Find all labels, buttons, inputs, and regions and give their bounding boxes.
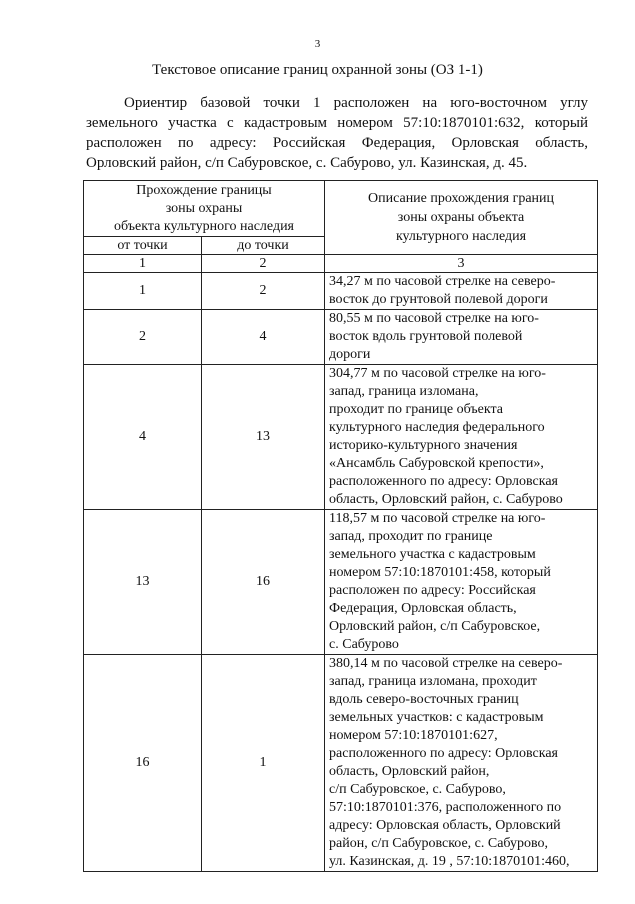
- from-point-cell: 16: [84, 655, 202, 872]
- from-point-cell: 4: [84, 365, 202, 510]
- description-line: запад, проходит по границе: [329, 529, 493, 544]
- description-line: земельного участка с кадастровым: [329, 547, 536, 562]
- header-line: объекта культурного наследия: [114, 218, 294, 234]
- table-row: [84, 510, 598, 655]
- header-line: зоны охраны объекта: [397, 210, 525, 225]
- description-line: восток до грунтовой полевой дороги: [329, 292, 548, 307]
- table-row: [84, 655, 598, 872]
- from-point-cell: 1: [84, 273, 202, 310]
- description-line: вдоль северо-восточных границ: [329, 692, 519, 707]
- description-line: область, Орловский район,: [329, 764, 490, 779]
- description-line: Орловский район, с/п Сабуровское,: [329, 619, 541, 634]
- column-number: 2: [202, 255, 325, 273]
- description-line: номером 57:10:1870101:627,: [329, 728, 498, 743]
- description-line: 118,57 м по часовой стрелке на юго-: [329, 511, 546, 526]
- description-line: восток вдоль грунтовой полевой: [329, 329, 523, 344]
- table-row: [84, 273, 598, 310]
- header-description: [325, 181, 598, 255]
- table-row: [84, 310, 598, 365]
- description-cell: [325, 310, 598, 365]
- description-line: 34,27 м по часовой стрелке на северо-: [329, 274, 556, 289]
- description-line: запад, граница изломана, проходит: [329, 674, 537, 689]
- column-number: 3: [325, 255, 598, 273]
- description-line: с. Сабурово: [329, 637, 399, 652]
- to-point-cell: 1: [202, 655, 325, 872]
- description-line: запад, граница изломана,: [329, 384, 479, 399]
- intro-line: расположен по адресу: Российская Федерация, Орловская область,: [86, 135, 588, 151]
- description-line: культурного наследия федерального: [329, 420, 545, 435]
- description-line: 57:10:1870101:376, расположенного по: [329, 800, 562, 815]
- description-line: «Ансамбль Сабуровской крепости»,: [329, 456, 544, 471]
- description-cell: [325, 655, 598, 872]
- table-body: [84, 273, 598, 872]
- header-line: Прохождение границы: [136, 182, 272, 198]
- header-boundary-passage: [84, 181, 325, 237]
- description-line: номером 57:10:1870101:458, который: [329, 565, 551, 580]
- description-cell: [325, 273, 598, 310]
- header-line: культурного наследия: [395, 229, 527, 244]
- description-line: 380,14 м по часовой стрелке на северо-: [329, 656, 563, 671]
- boundary-table: [83, 180, 598, 872]
- intro-line: Ориентир базовой точки 1 расположен на юго-восточном углу: [124, 95, 588, 111]
- header-to-point: до точки: [202, 237, 325, 255]
- intro-line: Орловский район, с/п Сабуровское, с. Сабурово, ул. Казинская, д. 45.: [86, 155, 528, 171]
- description-line: 80,55 м по часовой стрелке на юго-: [329, 311, 539, 326]
- section-title: Текстовое описание границ охранной зоны (ОЗ 1-1): [152, 62, 483, 78]
- intro-paragraph: [86, 93, 588, 173]
- description-line: расположенного по адресу: Орловская: [329, 746, 558, 761]
- page-number: 3: [314, 38, 321, 50]
- description-line: область, Орловский район, с. Сабурово: [329, 492, 563, 507]
- description-line: проходит по границе объекта: [329, 402, 503, 417]
- description-line: Федерация, Орловская область,: [329, 601, 517, 616]
- header-line: зоны охраны: [165, 200, 243, 216]
- description-cell: [325, 365, 598, 510]
- to-point-cell: 4: [202, 310, 325, 365]
- header-from-point: от точки: [84, 237, 202, 255]
- to-point-cell: 13: [202, 365, 325, 510]
- from-point-cell: 13: [84, 510, 202, 655]
- description-line: адресу: Орловская область, Орловский: [329, 818, 561, 833]
- description-line: район, с/п Сабуровское, с. Сабурово,: [329, 836, 549, 851]
- description-line: историко-культурного значения: [329, 438, 518, 453]
- description-line: земельных участков: с кадастровым: [329, 710, 544, 725]
- description-line: расположен по адресу: Российская: [329, 583, 536, 598]
- description-line: дороги: [329, 347, 371, 362]
- table-row: [84, 365, 598, 510]
- description-line: 304,77 м по часовой стрелке на юго-: [329, 366, 546, 381]
- description-line: ул. Казинская, д. 19 , 57:10:1870101:460,: [329, 854, 570, 869]
- header-line: Описание прохождения границ: [368, 191, 555, 206]
- description-cell: [325, 510, 598, 655]
- to-point-cell: 2: [202, 273, 325, 310]
- description-line: с/п Сабуровское, с. Сабурово,: [329, 782, 506, 797]
- from-point-cell: 2: [84, 310, 202, 365]
- to-point-cell: 16: [202, 510, 325, 655]
- description-line: расположенного по адресу: Орловская: [329, 474, 558, 489]
- intro-line: земельного участка с кадастровым номером 57:10:1870101:632, который: [86, 115, 588, 131]
- column-number: 1: [84, 255, 202, 273]
